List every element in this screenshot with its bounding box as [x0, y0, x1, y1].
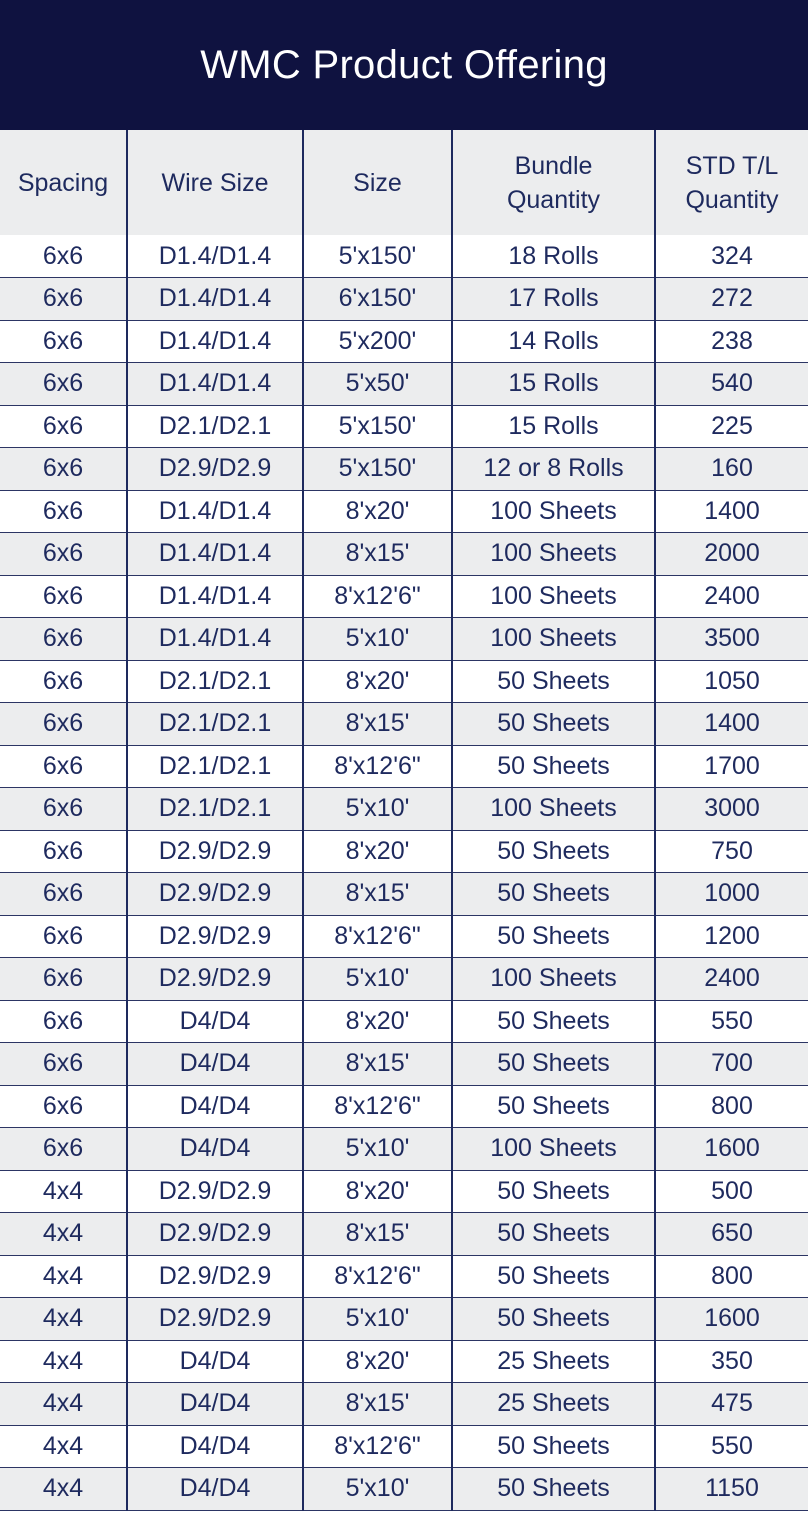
wire-size-cell: D2.1/D2.1: [127, 405, 303, 448]
spacing-cell: 6x6: [0, 363, 127, 406]
size-cell: 5'x200': [303, 320, 452, 363]
size-cell: 5'x50': [303, 363, 452, 406]
bundle-quantity-cell: 17 Rolls: [452, 278, 655, 321]
header-bundle-quantity: [452, 130, 655, 235]
bundle-quantity-cell: 100 Sheets: [452, 533, 655, 576]
size-cell: 5'x10': [303, 1128, 452, 1171]
table-row: [0, 660, 808, 703]
page-header: [0, 0, 808, 130]
spacing-cell: 4x4: [0, 1213, 127, 1256]
wire-size-cell: D2.1/D2.1: [127, 703, 303, 746]
spacing-cell: 6x6: [0, 958, 127, 1001]
spacing-cell: 6x6: [0, 1128, 127, 1171]
bundle-quantity-cell: 50 Sheets: [452, 1468, 655, 1511]
std-tl-quantity-cell: 350: [655, 1340, 808, 1383]
bundle-quantity-cell: 18 Rolls: [452, 235, 655, 278]
bundle-quantity-cell: 25 Sheets: [452, 1340, 655, 1383]
header-label: Size: [353, 168, 402, 197]
std-tl-quantity-cell: 1050: [655, 660, 808, 703]
std-tl-quantity-cell: 2400: [655, 575, 808, 618]
std-tl-quantity-cell: 750: [655, 830, 808, 873]
std-tl-quantity-cell: 1600: [655, 1298, 808, 1341]
spacing-cell: 6x6: [0, 533, 127, 576]
table-header: [0, 130, 808, 235]
header-label: Bundle: [514, 151, 593, 180]
spacing-cell: 6x6: [0, 873, 127, 916]
spacing-cell: 6x6: [0, 448, 127, 491]
bundle-quantity-cell: 100 Sheets: [452, 618, 655, 661]
wire-size-cell: D1.4/D1.4: [127, 278, 303, 321]
wire-size-cell: D2.9/D2.9: [127, 448, 303, 491]
std-tl-quantity-cell: 160: [655, 448, 808, 491]
std-tl-quantity-cell: 324: [655, 235, 808, 278]
bundle-quantity-cell: 12 or 8 Rolls: [452, 448, 655, 491]
spacing-cell: 6x6: [0, 1085, 127, 1128]
size-cell: 8'x15': [303, 703, 452, 746]
spacing-cell: 6x6: [0, 788, 127, 831]
bundle-quantity-cell: 100 Sheets: [452, 490, 655, 533]
wire-size-cell: D2.9/D2.9: [127, 1170, 303, 1213]
table-row: [0, 1128, 808, 1171]
size-cell: 8'x15': [303, 873, 452, 916]
wire-size-cell: D2.1/D2.1: [127, 660, 303, 703]
spacing-cell: 4x4: [0, 1255, 127, 1298]
std-tl-quantity-cell: 2400: [655, 958, 808, 1001]
size-cell: 5'x10': [303, 958, 452, 1001]
std-tl-quantity-cell: 225: [655, 405, 808, 448]
wire-size-cell: D4/D4: [127, 1000, 303, 1043]
wire-size-cell: D2.9/D2.9: [127, 1213, 303, 1256]
spacing-cell: 4x4: [0, 1425, 127, 1468]
table-row: [0, 405, 808, 448]
spacing-cell: 6x6: [0, 1043, 127, 1086]
size-cell: 8'x20': [303, 1170, 452, 1213]
header-std-tl-quantity: [655, 130, 808, 235]
spacing-cell: 6x6: [0, 575, 127, 618]
size-cell: 5'x150': [303, 405, 452, 448]
spacing-cell: 6x6: [0, 745, 127, 788]
spacing-cell: 6x6: [0, 1000, 127, 1043]
table-row: [0, 873, 808, 916]
std-tl-quantity-cell: 1600: [655, 1128, 808, 1171]
size-cell: 8'x12'6": [303, 575, 452, 618]
wire-size-cell: D4/D4: [127, 1128, 303, 1171]
spacing-cell: 6x6: [0, 830, 127, 873]
size-cell: 8'x12'6": [303, 1425, 452, 1468]
std-tl-quantity-cell: 800: [655, 1255, 808, 1298]
table-row: [0, 915, 808, 958]
table-row: [0, 1340, 808, 1383]
header-row: [0, 130, 808, 235]
size-cell: 8'x12'6": [303, 915, 452, 958]
header-label: Quantity: [506, 185, 601, 214]
bundle-quantity-cell: 50 Sheets: [452, 1255, 655, 1298]
header-label: Wire Size: [161, 168, 269, 197]
std-tl-quantity-cell: 1400: [655, 703, 808, 746]
bundle-quantity-cell: 25 Sheets: [452, 1383, 655, 1426]
size-cell: 5'x10': [303, 1468, 452, 1511]
spacing-cell: 4x4: [0, 1340, 127, 1383]
spacing-cell: 6x6: [0, 915, 127, 958]
spacing-cell: 6x6: [0, 660, 127, 703]
size-cell: 6'x150': [303, 278, 452, 321]
wire-size-cell: D2.9/D2.9: [127, 873, 303, 916]
table-row: [0, 1000, 808, 1043]
table-row: [0, 320, 808, 363]
wire-size-cell: D2.9/D2.9: [127, 915, 303, 958]
spacing-cell: 4x4: [0, 1468, 127, 1511]
table-row: [0, 1298, 808, 1341]
wire-size-cell: D1.4/D1.4: [127, 533, 303, 576]
header-label: Spacing: [17, 168, 109, 197]
spacing-cell: 6x6: [0, 703, 127, 746]
size-cell: 8'x20': [303, 490, 452, 533]
bundle-quantity-cell: 50 Sheets: [452, 660, 655, 703]
size-cell: 5'x150': [303, 235, 452, 278]
table-row: [0, 745, 808, 788]
size-cell: 8'x15': [303, 1383, 452, 1426]
wire-size-cell: D1.4/D1.4: [127, 320, 303, 363]
wire-size-cell: D2.9/D2.9: [127, 830, 303, 873]
std-tl-quantity-cell: 475: [655, 1383, 808, 1426]
bundle-quantity-cell: 100 Sheets: [452, 575, 655, 618]
bundle-quantity-cell: 50 Sheets: [452, 1000, 655, 1043]
bundle-quantity-cell: 50 Sheets: [452, 915, 655, 958]
table-row: [0, 363, 808, 406]
wire-size-cell: D4/D4: [127, 1468, 303, 1511]
header-label: STD T/L: [685, 151, 779, 180]
wire-size-cell: D2.9/D2.9: [127, 1298, 303, 1341]
std-tl-quantity-cell: 650: [655, 1213, 808, 1256]
size-cell: 8'x12'6": [303, 1255, 452, 1298]
bundle-quantity-cell: 100 Sheets: [452, 958, 655, 1001]
std-tl-quantity-cell: 238: [655, 320, 808, 363]
table-row: [0, 278, 808, 321]
product-table: [0, 130, 808, 1511]
size-cell: 8'x15': [303, 533, 452, 576]
table-row: [0, 448, 808, 491]
std-tl-quantity-cell: 550: [655, 1425, 808, 1468]
header-size: [303, 130, 452, 235]
spacing-cell: 4x4: [0, 1383, 127, 1426]
size-cell: 5'x150': [303, 448, 452, 491]
table-row: [0, 1085, 808, 1128]
bundle-quantity-cell: 50 Sheets: [452, 1298, 655, 1341]
wire-size-cell: D4/D4: [127, 1043, 303, 1086]
bundle-quantity-cell: 15 Rolls: [452, 363, 655, 406]
table-row: [0, 703, 808, 746]
table-row: [0, 490, 808, 533]
table-row: [0, 1468, 808, 1511]
table-row: [0, 618, 808, 661]
size-cell: 8'x20': [303, 830, 452, 873]
table-row: [0, 1425, 808, 1468]
wire-size-cell: D2.1/D2.1: [127, 745, 303, 788]
bundle-quantity-cell: 50 Sheets: [452, 1213, 655, 1256]
std-tl-quantity-cell: 1200: [655, 915, 808, 958]
wire-size-cell: D1.4/D1.4: [127, 618, 303, 661]
spacing-cell: 6x6: [0, 618, 127, 661]
wire-size-cell: D1.4/D1.4: [127, 490, 303, 533]
spacing-cell: 6x6: [0, 235, 127, 278]
size-cell: 5'x10': [303, 1298, 452, 1341]
spacing-cell: 4x4: [0, 1298, 127, 1341]
wire-size-cell: D2.9/D2.9: [127, 1255, 303, 1298]
header-spacing: [0, 130, 127, 235]
table-body: [0, 235, 808, 1510]
bundle-quantity-cell: 100 Sheets: [452, 788, 655, 831]
wire-size-cell: D4/D4: [127, 1340, 303, 1383]
std-tl-quantity-cell: 3500: [655, 618, 808, 661]
bundle-quantity-cell: 50 Sheets: [452, 1085, 655, 1128]
wire-size-cell: D1.4/D1.4: [127, 363, 303, 406]
wire-size-cell: D4/D4: [127, 1425, 303, 1468]
std-tl-quantity-cell: 1400: [655, 490, 808, 533]
page-title: WMC Product Offering: [200, 42, 608, 87]
size-cell: 5'x10': [303, 618, 452, 661]
table-row: [0, 1043, 808, 1086]
std-tl-quantity-cell: 800: [655, 1085, 808, 1128]
std-tl-quantity-cell: 550: [655, 1000, 808, 1043]
wire-size-cell: D4/D4: [127, 1085, 303, 1128]
std-tl-quantity-cell: 540: [655, 363, 808, 406]
std-tl-quantity-cell: 1150: [655, 1468, 808, 1511]
table-row: [0, 235, 808, 278]
spacing-cell: 6x6: [0, 320, 127, 363]
size-cell: 8'x12'6": [303, 745, 452, 788]
std-tl-quantity-cell: 2000: [655, 533, 808, 576]
header-wire-size: [127, 130, 303, 235]
bundle-quantity-cell: 50 Sheets: [452, 1170, 655, 1213]
bundle-quantity-cell: 50 Sheets: [452, 873, 655, 916]
table-row: [0, 958, 808, 1001]
header-label: Quantity: [685, 185, 779, 214]
table-row: [0, 1170, 808, 1213]
bundle-quantity-cell: 15 Rolls: [452, 405, 655, 448]
wire-size-cell: D2.1/D2.1: [127, 788, 303, 831]
table-row: [0, 1213, 808, 1256]
bundle-quantity-cell: 50 Sheets: [452, 703, 655, 746]
wire-size-cell: D1.4/D1.4: [127, 235, 303, 278]
table-row: [0, 788, 808, 831]
table-row: [0, 1383, 808, 1426]
std-tl-quantity-cell: 1000: [655, 873, 808, 916]
table-row: [0, 830, 808, 873]
size-cell: 8'x20': [303, 1000, 452, 1043]
std-tl-quantity-cell: 500: [655, 1170, 808, 1213]
table-row: [0, 533, 808, 576]
bundle-quantity-cell: 50 Sheets: [452, 1425, 655, 1468]
std-tl-quantity-cell: 3000: [655, 788, 808, 831]
spacing-cell: 6x6: [0, 278, 127, 321]
spacing-cell: 6x6: [0, 405, 127, 448]
size-cell: 8'x15': [303, 1213, 452, 1256]
bundle-quantity-cell: 14 Rolls: [452, 320, 655, 363]
bundle-quantity-cell: 50 Sheets: [452, 745, 655, 788]
size-cell: 5'x10': [303, 788, 452, 831]
bundle-quantity-cell: 50 Sheets: [452, 830, 655, 873]
std-tl-quantity-cell: 272: [655, 278, 808, 321]
std-tl-quantity-cell: 1700: [655, 745, 808, 788]
bundle-quantity-cell: 100 Sheets: [452, 1128, 655, 1171]
spacing-cell: 6x6: [0, 490, 127, 533]
std-tl-quantity-cell: 700: [655, 1043, 808, 1086]
size-cell: 8'x20': [303, 660, 452, 703]
size-cell: 8'x15': [303, 1043, 452, 1086]
table-row: [0, 575, 808, 618]
bundle-quantity-cell: 50 Sheets: [452, 1043, 655, 1086]
size-cell: 8'x20': [303, 1340, 452, 1383]
wire-size-cell: D2.9/D2.9: [127, 958, 303, 1001]
wire-size-cell: D4/D4: [127, 1383, 303, 1426]
wire-size-cell: D1.4/D1.4: [127, 575, 303, 618]
size-cell: 8'x12'6": [303, 1085, 452, 1128]
spacing-cell: 4x4: [0, 1170, 127, 1213]
table-row: [0, 1255, 808, 1298]
